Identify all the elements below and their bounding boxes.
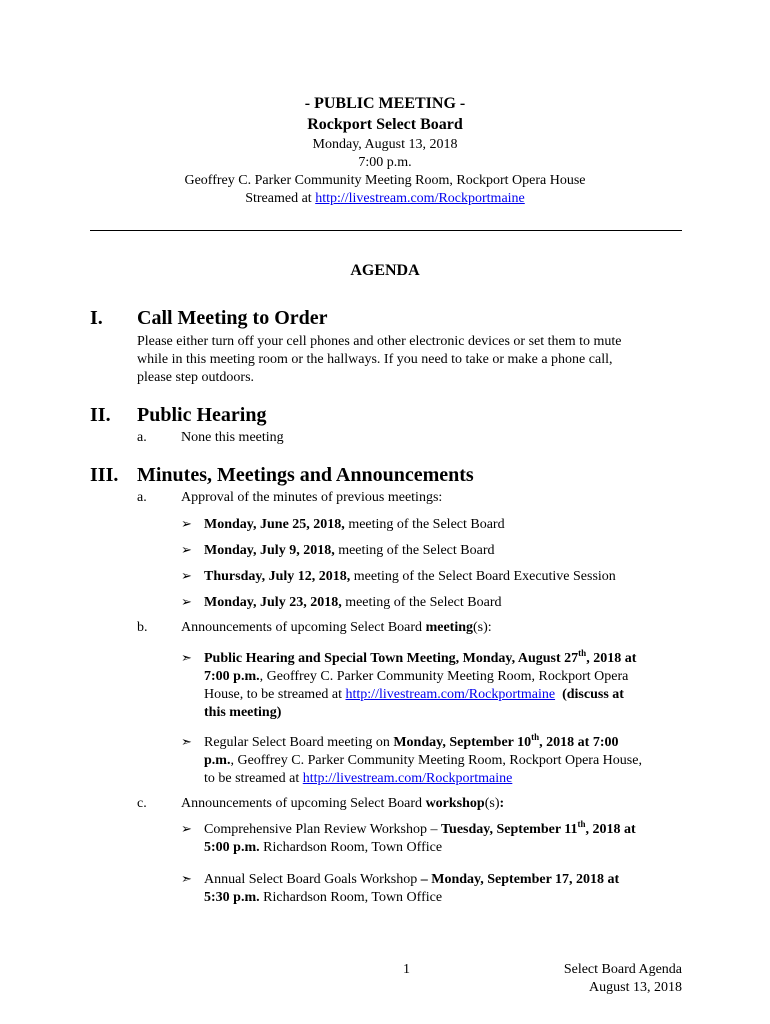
section-1-title: Call Meeting to Order xyxy=(137,307,328,329)
section-2-item-text: None this meeting xyxy=(181,430,284,445)
section-1-body xyxy=(137,333,697,387)
section-2-item-letter: a. xyxy=(137,430,147,445)
arrow-bullet-icon: ➢ xyxy=(181,821,192,836)
arrow-bullet-icon: ➣ xyxy=(181,871,192,886)
workshop-item: Annual Select Board Goals Workshop – Monday, September 17, 2018 at 5:30 p.m. Richardson Room, Town Office xyxy=(204,872,620,905)
meeting-time: 7:00 p.m. xyxy=(358,155,412,170)
stream-link[interactable]: http://livestream.com/Rockportmaine xyxy=(302,771,513,786)
section-3-title: Minutes, Meetings and Announcements xyxy=(137,464,474,486)
meeting-type: - PUBLIC MEETING - xyxy=(304,95,466,112)
workshop-item: Comprehensive Plan Review Workshop – Tuesday, September 11th, 2018 at 5:00 p.m. Richardson Room, Town Office xyxy=(204,819,636,855)
section-1-line: Please either turn off your cell phones and other electronic devices or set them to mute xyxy=(137,334,622,349)
section-2-number: II. xyxy=(90,404,111,426)
arrow-bullet-icon: ➢ xyxy=(181,594,192,609)
section-1-line: please step outdoors. xyxy=(137,370,255,385)
section-3c-text: Announcements of upcoming Select Board workshop(s): xyxy=(181,796,505,811)
stream-link[interactable]: http://livestream.com/Rockportmaine xyxy=(315,191,525,206)
page-number: 1 xyxy=(403,962,410,977)
minutes-item: Monday, June 25, 2018, meeting of the Select Board xyxy=(204,517,505,532)
section-2-title: Public Hearing xyxy=(137,404,267,426)
meeting-date: Monday, August 13, 2018 xyxy=(312,137,458,152)
board-name: Rockport Select Board xyxy=(307,116,463,133)
announcement-item: Public Hearing and Special Town Meeting, Monday, August 27th, 2018 at 7:00 p.m., Geoffrey C. Parker Community Meeting Room, Rockport Opera House, to be streamed at http://livestream.com/Rockportmaine (discuss at this meeting) xyxy=(204,648,637,720)
section-3b-letter: b. xyxy=(137,620,148,635)
minutes-item: Monday, July 9, 2018, meeting of the Select Board xyxy=(204,543,495,558)
arrow-bullet-icon: ➣ xyxy=(181,650,192,665)
stream-prefix: Streamed at xyxy=(245,191,316,206)
stream-link[interactable]: http://livestream.com/Rockportmaine xyxy=(345,687,556,702)
arrow-bullet-icon: ➢ xyxy=(181,516,192,531)
footer-date: August 13, 2018 xyxy=(589,980,682,995)
header-divider xyxy=(90,230,682,231)
meeting-location: Geoffrey C. Parker Community Meeting Room, Rockport Opera House xyxy=(184,173,586,188)
agenda-heading: AGENDA xyxy=(350,262,420,279)
section-1-number: I. xyxy=(90,307,103,329)
section-3a-letter: a. xyxy=(137,490,147,505)
arrow-bullet-icon: ➢ xyxy=(181,542,192,557)
section-3c-letter: c. xyxy=(137,796,147,811)
announcement-item: Regular Select Board meeting on Monday, September 10th, 2018 at 7:00 p.m., Geoffrey C. Parker Community Meeting Room, Rockport Opera House, to be streamed at http://livestream.com/Rockportmaine xyxy=(204,732,642,786)
section-3-number: III. xyxy=(90,464,119,486)
section-3a-text: Approval of the minutes of previous meetings: xyxy=(181,490,443,505)
minutes-item: Monday, July 23, 2018, meeting of the Select Board xyxy=(204,595,502,610)
arrow-bullet-icon: ➢ xyxy=(181,568,192,583)
section-1-line: while in this meeting room or the hallways. If you need to take or make a phone call, xyxy=(137,352,613,367)
arrow-bullet-icon: ➣ xyxy=(181,734,192,749)
footer-doc-title: Select Board Agenda xyxy=(563,962,682,977)
section-3b-text: Announcements of upcoming Select Board meeting(s): xyxy=(181,620,492,635)
stream-line xyxy=(0,191,770,207)
minutes-item: Thursday, July 12, 2018, meeting of the Select Board Executive Session xyxy=(204,569,616,584)
